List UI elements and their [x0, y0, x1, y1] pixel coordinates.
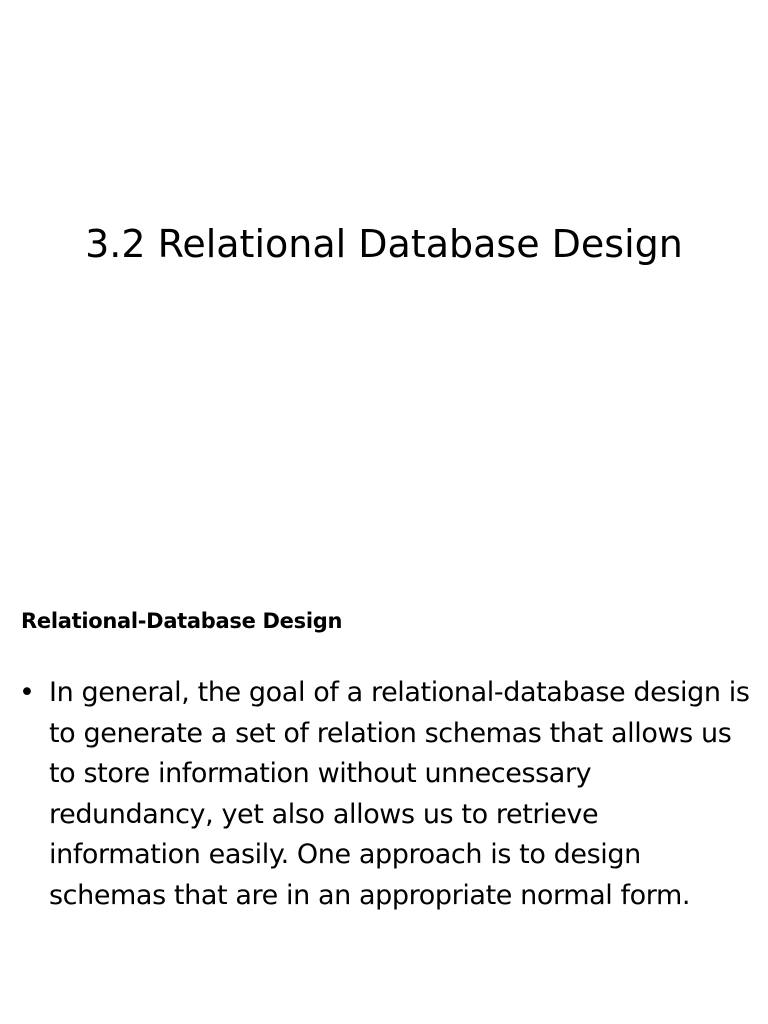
bullet-text: In general, the goal of a relational-database design is to generate a set of relation schemas that allows us to store information without unnecessary redundancy, yet also allows us to retrieve information easily. One approach is to design schemas that are in an appropriate normal form. — [49, 677, 750, 911]
bullet-dot-icon: • — [19, 677, 35, 708]
bullet-item — [0, 673, 768, 917]
section-heading: Relational-Database Design — [21, 609, 343, 633]
slide-title: 3.2 Relational Database Design — [85, 222, 683, 266]
bullet-list — [0, 673, 768, 917]
